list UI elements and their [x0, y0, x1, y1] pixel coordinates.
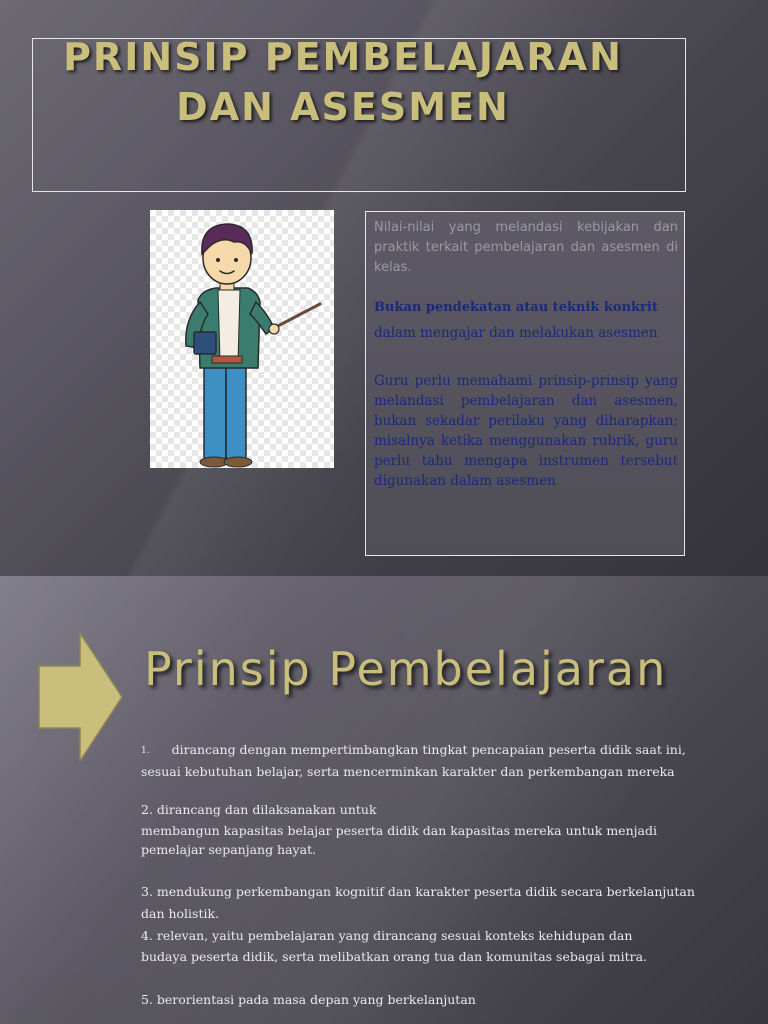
list-item-3-line-1: 3. mendukung perkembangan kognitif dan karakter peserta didik secara berkelanjutan [141, 884, 695, 899]
list-item-2-line-1: 2. dirancang dan dilaksanakan untuk [141, 802, 377, 817]
teacher-cartoon-icon [150, 210, 334, 468]
list-item-2-line-3: pemelajar sepanjang hayat. [141, 842, 317, 857]
intro-paragraph: Nilai-nilai yang melandasi kebijakan dan praktik terkait pembelajaran dan asesmen di kelas. [374, 220, 678, 275]
teacher-illustration [150, 210, 334, 468]
list-item-1-text: dirancang dengan mempertimbangkan tingkat pencapaian peserta didik saat ini, [171, 742, 686, 757]
context-paragraph: dalam mengajar dan melakukan asesmen [374, 325, 658, 341]
list-item-1-line-1 [141, 742, 686, 760]
slide-2 [0, 576, 768, 1024]
list-item-1-line-2: sesuai kebutuhan belajar, serta mencerminkan karakter dan perkembangan mereka [141, 764, 675, 779]
title-box [32, 35, 686, 192]
list-item-3-line-2: dan holistik. [141, 906, 220, 921]
emphasis-paragraph: Bukan pendekatan atau teknik konkrit [374, 300, 658, 315]
slide-1-title-line-1: PRINSIP PEMBELAJARAN [63, 35, 623, 79]
description-box [365, 211, 685, 556]
slide-1-title-line-2: DAN ASESMEN [176, 85, 510, 129]
slide-2-title: Prinsip Pembelajaran [144, 642, 668, 696]
list-item-4-line-1: 4. relevan, yaitu pembelajaran yang dirancang sesuai konteks kehidupan dan [141, 928, 633, 943]
list-item-4-line-2: budaya peserta didik, serta melibatkan orang tua dan komunitas sebagai mitra. [141, 949, 647, 964]
guidance-paragraph: Guru perlu memahami prinsip-prinsip yang melandasi pembelajaran dan asesmen, bukan sekadar perilaku yang diharapkan; misalnya ketika menggunakan rubrik, guru perlu tahu mengapa instrumen tersebut digunakan dalam asesmen [374, 373, 678, 489]
list-item-1-number: 1. [141, 746, 150, 756]
list-item-2-line-2: membangun kapasitas belajar peserta didik dan kapasitas mereka untuk menjadi [141, 823, 657, 838]
list-item-5-line-1: 5. berorientasi pada masa depan yang berkelanjutan [141, 992, 476, 1007]
arrow-right-icon [38, 632, 124, 762]
